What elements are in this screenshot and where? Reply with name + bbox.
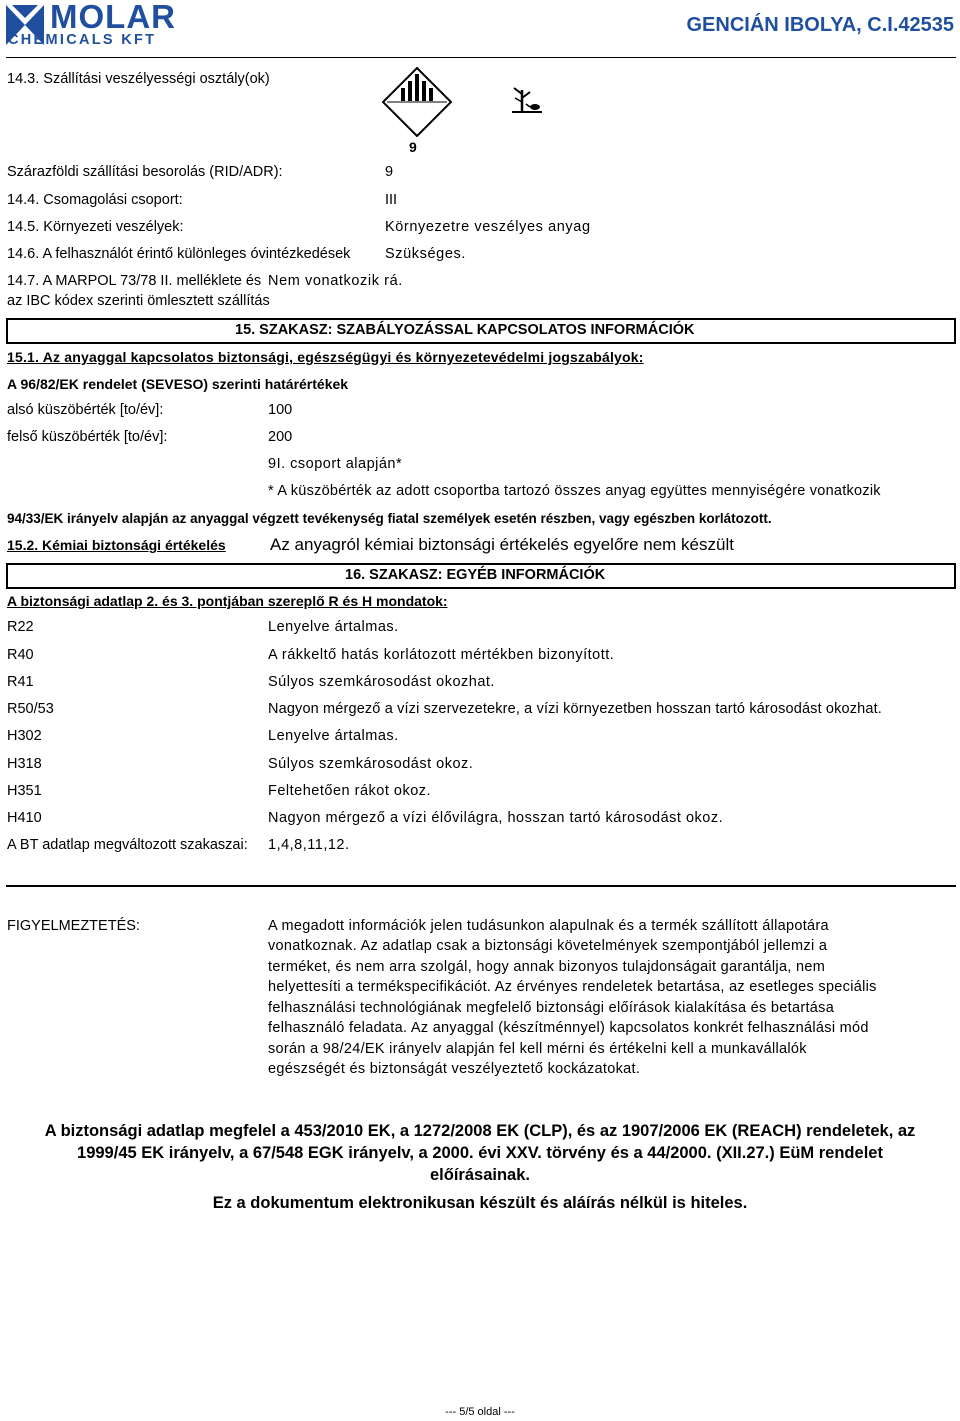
land-transport-label: Szárazföldi szállítási besorolás (RID/ADR): [7,164,283,180]
phrase-text: Lenyelve ártalmas. [268,619,399,635]
lower-threshold-label: alsó küszöbérték [to/év]: [7,402,164,418]
marpol-label-line2: az IBC kódex szerinti ömlesztett szállítás [7,293,270,309]
youth-restriction: 94/33/EK irányelv alapján az anyaggal végzett tevékenység fiatal személyek esetén részben, vagy egészben korlátozott. [7,511,772,526]
transport-class-label: 14.3. Szállítási veszélyességi osztály(ok) [7,71,270,87]
environment-hazard-icon [510,84,544,116]
changed-sections-value: 1,4,8,11,12. [268,837,350,853]
seveso-title: A 96/82/EK rendelet (SEVESO) szerinti határértékek [7,376,349,392]
compliance-line-1: A biztonsági adatlap megfelel a 453/2010 EK, a 1272/2008 EK (CLP), és az 1907/2006 EK (REACH) rendeletek, az [44,1122,916,1140]
section-15-1-title: 15.1. Az anyaggal kapcsolatos biztonsági, egészségügyi és környezetevédelmi jogszabályok: [7,349,644,365]
electronic-document-note: Ez a dokumentum elektronikusan készült és aláírás nélkül is hiteles. [212,1194,748,1212]
warning-label: FIGYELMEZTETÉS: [7,918,140,934]
phrase-text: Súlyos szemkárosodást okozhat. [268,674,495,690]
phrase-text: Súlyos szemkárosodást okoz. [268,756,474,772]
packing-group-label: 14.4. Csomagolási csoport: [7,192,183,208]
packing-group-value: III [385,192,398,208]
warning-line: felhasználó feladata. Az anyaggal (készítménnyel) kapcsolatos konkrét felhasználási mód [268,1020,869,1036]
logo-bottom-text: CHEMICALS KFT [8,32,157,48]
warning-line: vonatkoznak. Az adatlap csak a biztonsági követelmények szempontjából jellemzi a [268,938,828,954]
seveso-footnote: * A küszöbérték az adott csoportba tartozó összes anyag együttes mennyiségére vonatkozik [268,483,881,499]
special-precautions-label: 14.6. A felhasználót érintő különleges óvintézkedések [7,246,351,262]
hazard-class-9-diamond-icon [382,67,452,137]
compliance-line-2: 1999/45 EK irányelv, a 67/548 EGK irányelv, a 2000. évi XXV. törvény és a 44/2000. (XII.27.) EüM rendelet [77,1144,883,1162]
rh-phrases-title: A biztonsági adatlap 2. és 3. pontjában szereplő R és H mondatok: [7,593,448,609]
warning-line: helyettesíti a termékspecifikációt. Az érvényes rendeletek betartása, az esetleges speciális [268,979,877,995]
seveso-group: 9I. csoport alapján* [268,456,403,472]
product-title: GENCIÁN IBOLYA, C.I.42535 [686,14,954,36]
compliance-line-3: előírásainak. [430,1166,530,1184]
hazard-diamond-number: 9 [409,139,417,155]
logo-top-text: MOLAR [50,0,176,35]
phrase-text: Nagyon mérgező a vízi szervezetekre, a vízi környezetben hosszan tartó károsodást okozhat. [268,701,882,717]
phrase-code: H410 [7,810,42,826]
section-16-header [6,563,956,589]
page-number: --- 5/5 oldal --- [445,1406,515,1418]
phrase-text: Feltehetően rákot okoz. [268,783,432,799]
header-divider [6,57,956,58]
environmental-hazards-value: Környezetre veszélyes anyag [385,219,591,235]
phrase-code: H351 [7,783,42,799]
marpol-value: Nem vonatkozik rá. [268,273,403,289]
section-15-title: 15. SZAKASZ: SZABÁLYOZÁSSAL KAPCSOLATOS INFORMÁCIÓK [235,322,695,338]
phrase-code: R22 [7,619,34,635]
phrase-text: Lenyelve ártalmas. [268,728,399,744]
section-15-2-title: 15.2. Kémiai biztonsági értékelés [7,537,226,553]
section-divider [6,885,956,887]
phrase-code: R41 [7,674,34,690]
upper-threshold-label: felső küszöbérték [to/év]: [7,429,168,445]
upper-threshold-value: 200 [268,429,293,445]
section-16-title: 16. SZAKASZ: EGYÉB INFORMÁCIÓK [345,567,606,583]
warning-line: során a 98/24/EK irányelv alapján fel kell mérni és értékelni kell a munkavállalók [268,1041,807,1057]
environmental-hazards-label: 14.5. Környezeti veszélyek: [7,219,184,235]
warning-line: egészségét és biztonságát veszélyeztető kockázatokat. [268,1061,641,1077]
phrase-text: Nagyon mérgező a vízi élővilágra, hosszan tartó károsodást okoz. [268,810,724,826]
phrase-text: A rákkeltő hatás korlátozott mértékben bizonyított. [268,647,615,663]
warning-line: terméket, és nem arra szolgál, hogy annak bizonyos tulajdonságait garantálja, nem [268,959,826,975]
warning-line: A megadott információk jelen tudásunkon alapulnak és a termék szállított állapotára [268,918,829,934]
special-precautions-value: Szükséges. [385,246,466,262]
phrase-code: H318 [7,756,42,772]
phrase-code: R40 [7,647,34,663]
changed-sections-label: A BT adatlap megváltozott szakaszai: [7,837,248,853]
warning-line: felhasználási technológiának megfelelő biztonsági előírások kialakítása és betartása [268,1000,835,1016]
lower-threshold-value: 100 [268,402,293,418]
land-transport-value: 9 [385,164,394,180]
section-15-header [6,318,956,344]
company-logo [6,0,226,48]
phrase-code: R50/53 [7,701,54,717]
section-15-2-value: Az anyagról kémiai biztonsági értékelés egyelőre nem készült [270,535,734,554]
phrase-code: H302 [7,728,42,744]
marpol-label-line1: 14.7. A MARPOL 73/78 II. melléklete és [7,273,262,289]
